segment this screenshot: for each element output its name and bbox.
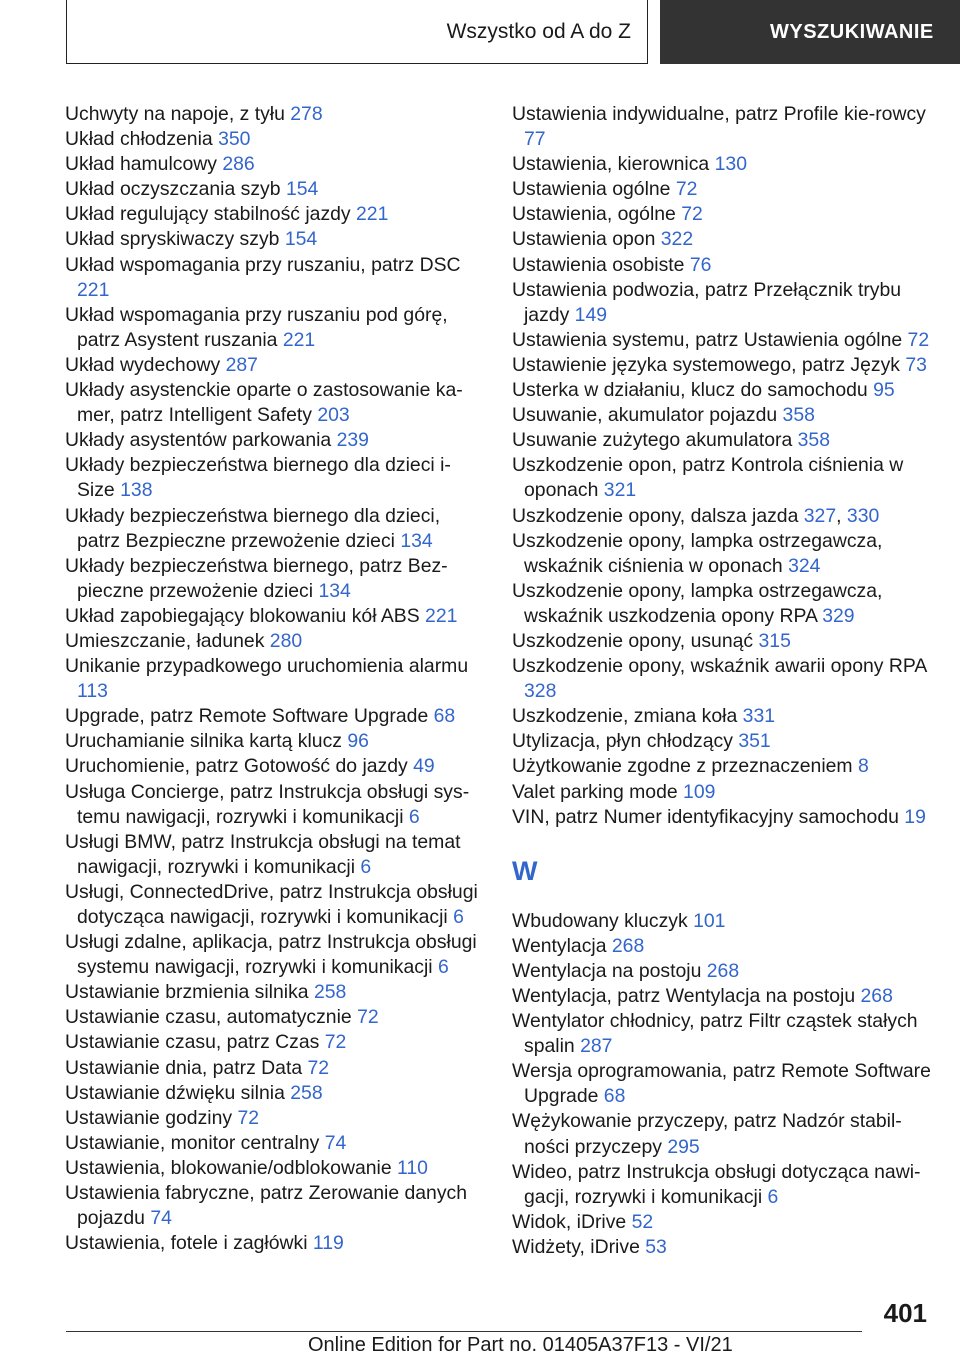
page-reference-link[interactable]: 315 [758,629,791,652]
index-entry [65,830,485,880]
index-entry-text: Układ chłodzenia [65,128,213,151]
index-entry [512,909,932,934]
index-entry [65,1106,485,1131]
index-entry-text: Układ wydechowy [65,353,221,376]
index-entry-text: Ustawienia ogólne [512,178,671,201]
footer-divider [66,1331,862,1332]
index-entry [512,428,932,453]
page-reference-link[interactable]: 6 [408,805,420,828]
page-reference-link[interactable]: 119 [312,1232,344,1255]
index-entry [512,1235,932,1260]
index-entry-text: Ustawienie języka systemowego, patrz Język [512,353,900,376]
page-reference-link[interactable]: 110 [397,1156,428,1179]
index-entry [65,152,485,177]
index-entry-text: Ustawienia systemu, patrz Ustawienia ogólne [512,328,903,351]
page-reference-link[interactable]: 74 [324,1131,347,1154]
index-entry-text: Uszkodzenie, zmiana koła [512,705,738,728]
index-entry-text: Ustawianie, monitor centralny [65,1131,320,1154]
index-entry [65,177,485,202]
index-entry [65,780,485,830]
index-entry-text: Ustawianie czasu, patrz Czas [65,1031,320,1054]
index-entry [65,1030,485,1055]
page-reference-link[interactable]: 268 [860,985,893,1007]
page-reference-link[interactable]: 134 [318,579,351,602]
index-entry [65,629,485,654]
page-reference-link[interactable]: 358 [797,429,830,452]
page-reference-link[interactable]: 72 [324,1031,347,1054]
page-reference-link[interactable]: 109 [683,780,716,803]
index-entry-text: Uszkodzenie opon, patrz Kontrola ciśnienia w oponach [512,454,904,502]
page-reference-link[interactable]: 258 [290,1081,323,1104]
index-entry-text: Uszkodzenie opony, wskaźnik awarii opony RPA [512,655,927,678]
page-reference-link[interactable]: 19 [904,805,926,828]
index-entry [512,278,932,328]
index-entry [65,930,485,980]
index-entry [512,353,932,378]
index-entry-text: Ustawienia opon [512,228,656,251]
index-entry [65,704,485,729]
page-reference-link[interactable]: 77 [524,128,546,151]
index-entry [65,303,485,353]
index-entry-text: Układ wspomagania przy ruszaniu, patrz DSC [65,253,461,276]
index-entry [512,984,932,1009]
index-entry [65,504,485,554]
index-column-left [65,102,485,1256]
index-entry [512,629,932,654]
page-header [0,0,960,66]
page-reference-link[interactable]: 324 [788,554,821,577]
page-reference-link[interactable]: 329 [822,604,855,627]
index-entry-text: Utylizacja, płyn chłodzący [512,730,733,753]
index-entry-text: Układy asystenckie oparte o zastosowanie ka‐mer, patrz Intelligent Safety [65,379,463,427]
page-reference-link[interactable]: 321 [603,479,637,502]
section-title-tab [66,0,648,64]
index-entry [65,353,485,378]
index-entry-text: Układy bezpieczeństwa biernego dla dzieci, patrz Bezpieczne przewożenie dzieci [65,504,441,552]
page-reference-link[interactable]: 138 [120,479,153,502]
page-reference-link[interactable]: 295 [667,1135,700,1158]
index-entry-text: Uszkodzenie opony, lampka ostrzegawcza, wskaźnik uszkodzenia opony RPA [512,579,883,627]
page-reference-link[interactable]: 258 [313,981,347,1004]
index-entry [65,378,485,428]
page-reference-link[interactable]: 74 [150,1207,172,1230]
index-list-w [512,909,932,1260]
page-reference-link[interactable]: 72 [675,178,698,201]
index-entry-text: Upgrade, patrz Remote Software Upgrade [65,705,429,728]
index-entry-text: Usługi BMW, patrz Instrukcja obsługi na temat nawigacji, rozrywki i komunikacji [65,830,461,878]
page-reference-link[interactable]: 72 [357,1006,379,1029]
index-entry-text: Usługi zdalne, aplikacja, patrz Instrukcja obsługi systemu nawigacji, rozrywki i komunikacji [65,931,477,979]
index-entry [65,202,485,227]
page-reference-link[interactable]: 350 [218,128,251,151]
index-entry [512,177,932,202]
index-entry-text: Uszkodzenie opony, dalsza jazda [512,504,799,527]
index-entry [512,579,932,629]
index-entry [65,1156,485,1181]
index-entry-text: Ustawianie godziny [65,1106,233,1129]
index-entry [65,729,485,754]
index-entry-text: Widżety, iDrive [512,1235,640,1258]
index-entry [65,1081,485,1106]
page-reference-link[interactable]: 351 [738,730,771,753]
index-entry-text: Układ zapobiegający blokowaniu kół ABS [65,604,420,627]
index-entry-text: Uruchomienie, patrz Gotowość do jazdy [65,755,408,778]
page-reference-link[interactable]: 72 [907,328,930,351]
index-entry [65,1005,485,1030]
index-entry-text: Ustawienia, ogólne [512,203,676,226]
index-entry [512,704,932,729]
index-entry [512,378,932,403]
index-entry-text: Ustawienia osobiste [512,253,685,276]
index-entry-text: Ustawianie czasu, automatycznie [65,1006,352,1029]
index-entry-text: Ustawienia indywidualne, patrz Profile kie‐rowcy [512,103,926,125]
page-reference-link[interactable]: 322 [660,228,694,251]
index-entry-text: Ustawienia, kierownica [512,153,710,176]
page-reference-link[interactable]: 203 [317,404,350,427]
index-entry-text: Uszkodzenie opony, lampka ostrzegawcza, wskaźnik ciśnienia w oponach [512,529,883,577]
index-entry-text: Wideo, patrz Instrukcja obsługi dotycząca nawi‐gacji, rozrywki i komunikacji [512,1160,921,1208]
index-entry [512,959,932,984]
index-entry [512,1160,932,1210]
index-entry-text: Wentylacja, patrz Wentylacja na postoju [512,985,856,1007]
page-reference-link[interactable]: 358 [782,404,815,427]
index-entry-text: Ustawienia fabryczne, patrz Zerowanie danych pojazdu [65,1182,468,1230]
index-entry-text: Unikanie przypadkowego uruchomienia alarmu [65,655,469,678]
index-entry [65,1056,485,1081]
index-entry-text: Układy asystentów parkowania [65,429,332,452]
page-reference-link[interactable]: 134 [400,529,433,552]
index-entry-text: Wbudowany kluczyk [512,909,688,932]
index-entry-text: Ustawianie brzmienia silnika [65,981,309,1004]
page-reference-link[interactable]: 6 [437,956,449,979]
index-entry-text: Ustawienia, fotele i zagłówki [65,1232,308,1255]
index-entry [65,880,485,930]
index-list-u-v [512,102,932,830]
index-entry [65,1231,485,1256]
index-entry [65,604,485,629]
page-reference-link[interactable]: 95 [873,379,895,402]
index-entry [512,1109,932,1159]
page-reference-link[interactable]: 76 [689,253,712,276]
index-column-right [512,102,932,1260]
index-entry-text: Usługa Concierge, patrz Instrukcja obsługi sys‐temu nawigacji, rozrywki i komunikacji [65,780,470,828]
page-reference-link[interactable]: 154 [285,178,319,201]
section-title: Wszystko od A do Z [446,19,631,43]
page-reference-link[interactable]: 113 [77,680,108,703]
page-reference-link[interactable]: 221 [356,203,389,226]
section-letter-w: W [512,855,538,886]
footer-edition: Online Edition for Part no. 01405A37F13 - VI/21 [308,1334,733,1356]
index-entry-text: Usterka w działaniu, klucz do samochodu [512,379,868,402]
index-entry-text: Ustawianie dźwięku silnia [65,1081,285,1104]
index-entry [512,654,932,704]
page-reference-link[interactable]: 221 [425,604,458,627]
index-entry-text: Wentylator chłodnicy, patrz Filtr cząstek stałych spalin [512,1010,918,1058]
page-reference-link[interactable]: 221 [77,278,110,301]
page-reference-link[interactable]: 328 [524,680,557,703]
index-entry-text: Usuwanie zużytego akumulatora [512,429,793,452]
index-entry-text: Wersja oprogramowania, patrz Remote Software Upgrade [512,1060,931,1108]
page-reference-link[interactable]: 6 [360,855,372,878]
search-tab[interactable] [660,0,960,64]
index-entry-text: Wentylacja [512,934,607,957]
index-entry [65,102,485,127]
index-entry-text: Uruchamianie silnika kartą klucz [65,730,342,753]
index-entry-text: Umieszczanie, ładunek [65,629,265,652]
index-entry-text: Układ spryskiwaczy szyb [65,228,280,251]
index-entry [512,152,932,177]
index-entry-text: Użytkowanie zgodne z przeznaczeniem [512,755,853,778]
index-entry [65,253,485,303]
index-entry [65,654,485,704]
page-reference-link[interactable]: 72 [681,203,703,226]
index-entry [512,403,932,428]
index-entry-text: Widok, iDrive [512,1210,627,1233]
index-entry-text: Usługi, ConnectedDrive, patrz Instrukcja obsługi dotycząca nawigacji, rozrywki i komunikacji [65,880,478,928]
page-reference-link[interactable]: 68 [433,705,456,728]
page-reference-link[interactable]: 268 [611,934,645,957]
page-reference-link[interactable]: 287 [225,353,258,376]
index-entry-text: Ustawianie dnia, patrz Data [65,1056,303,1079]
page-reference-link[interactable]: 72 [307,1056,330,1079]
page-reference-link[interactable]: 330 [846,504,880,527]
index-entry-text: Uszkodzenie opony, usunąć [512,629,754,652]
index-entry [512,1059,932,1109]
index-entry-text: Układ hamulcowy [65,153,217,176]
page-reference-link[interactable]: 6 [767,1185,779,1208]
index-entry-text: Valet parking mode [512,780,678,803]
index-entry-text: Układ oczyszczania szyb [65,178,281,201]
page-reference-link[interactable]: 130 [714,153,747,176]
index-entry-text: Uchwyty na napoje, z tyłu [65,103,285,125]
index-entry [65,1131,485,1156]
index-entry [512,453,932,503]
index-entry-text: Układy bezpieczeństwa biernego, patrz Bez‐pieczne przewożenie dzieci [65,554,448,602]
page-reference-link[interactable]: 280 [269,629,303,652]
index-entry [512,780,932,805]
page-reference-link[interactable]: 68 [603,1085,626,1108]
page-reference-link[interactable]: 154 [284,228,318,251]
page-reference-link[interactable]: 6 [453,906,464,928]
page-reference-link[interactable]: 287 [580,1035,613,1058]
index-entry [512,202,932,227]
index-entry: Uszkodzenie opony, dalsza jazda 327, 330 [512,504,880,527]
index-entry [512,729,932,754]
index-entry [65,554,485,604]
index-entry [512,805,932,830]
page-number: 401 [883,1298,927,1328]
index-entry [65,754,485,779]
index-entry [65,227,485,252]
page-reference-link[interactable]: 73 [905,353,927,376]
page-reference-link[interactable]: 53 [645,1235,667,1258]
page-reference-link[interactable]: 72 [237,1106,260,1129]
index-entry [512,1009,932,1059]
page-reference-link[interactable]: 49 [413,755,435,778]
page-reference-link[interactable]: 221 [282,328,316,351]
index-entry-text: Usuwanie, akumulator pojazdu [512,404,778,427]
index-entry [512,934,932,959]
page-reference-link[interactable]: 239 [336,429,369,452]
page-reference-link[interactable]: 278 [290,103,323,125]
index-entry [65,453,485,503]
page-reference-link[interactable]: 8 [857,755,869,778]
page-reference-link[interactable]: 149 [574,303,608,326]
index-entry [512,1210,932,1235]
index-entry-text: Wężykowanie przyczepy, patrz Nadzór stabil‐ności przyczepy [512,1110,902,1158]
index-entry-text: Wentylacja na postoju [512,959,702,982]
index-entry-text: Układy bezpieczeństwa biernego dla dzieci i-Size [65,454,451,502]
index-entry-text: Ustawienia, blokowanie/odblokowanie [65,1156,392,1179]
index-entry [512,754,932,779]
page-reference-link[interactable]: 286 [222,153,255,176]
index-entry [65,428,485,453]
index-entry-text: Układ wspomagania przy ruszaniu pod górę, patrz Asystent ruszania [65,303,448,351]
page-reference-link[interactable]: 101 [693,909,726,932]
index-entry [512,328,932,353]
index-entry [65,980,485,1005]
page-reference-link[interactable]: 52 [631,1210,654,1233]
page-reference-link[interactable]: 268 [706,959,740,982]
index-entry [512,102,932,152]
index-entry-text: Układ regulujący stabilność jazdy [65,203,351,226]
index-entry [512,227,932,252]
index-entry-text: VIN, patrz Numer identyfikacyjny samochodu [512,805,899,828]
page-reference-link[interactable]: 96 [347,730,369,753]
page-reference-link[interactable]: 327 [803,504,837,527]
index-entry-text: Ustawienia podwozia, patrz Przełącznik trybu jazdy [512,278,902,326]
index-entry [512,253,932,278]
index-entry [65,1181,485,1231]
index-entry [512,529,932,579]
search-tab-label: WYSZUKIWANIE [770,20,934,43]
page-reference-link[interactable]: 331 [742,705,776,728]
index-entry [65,127,485,152]
